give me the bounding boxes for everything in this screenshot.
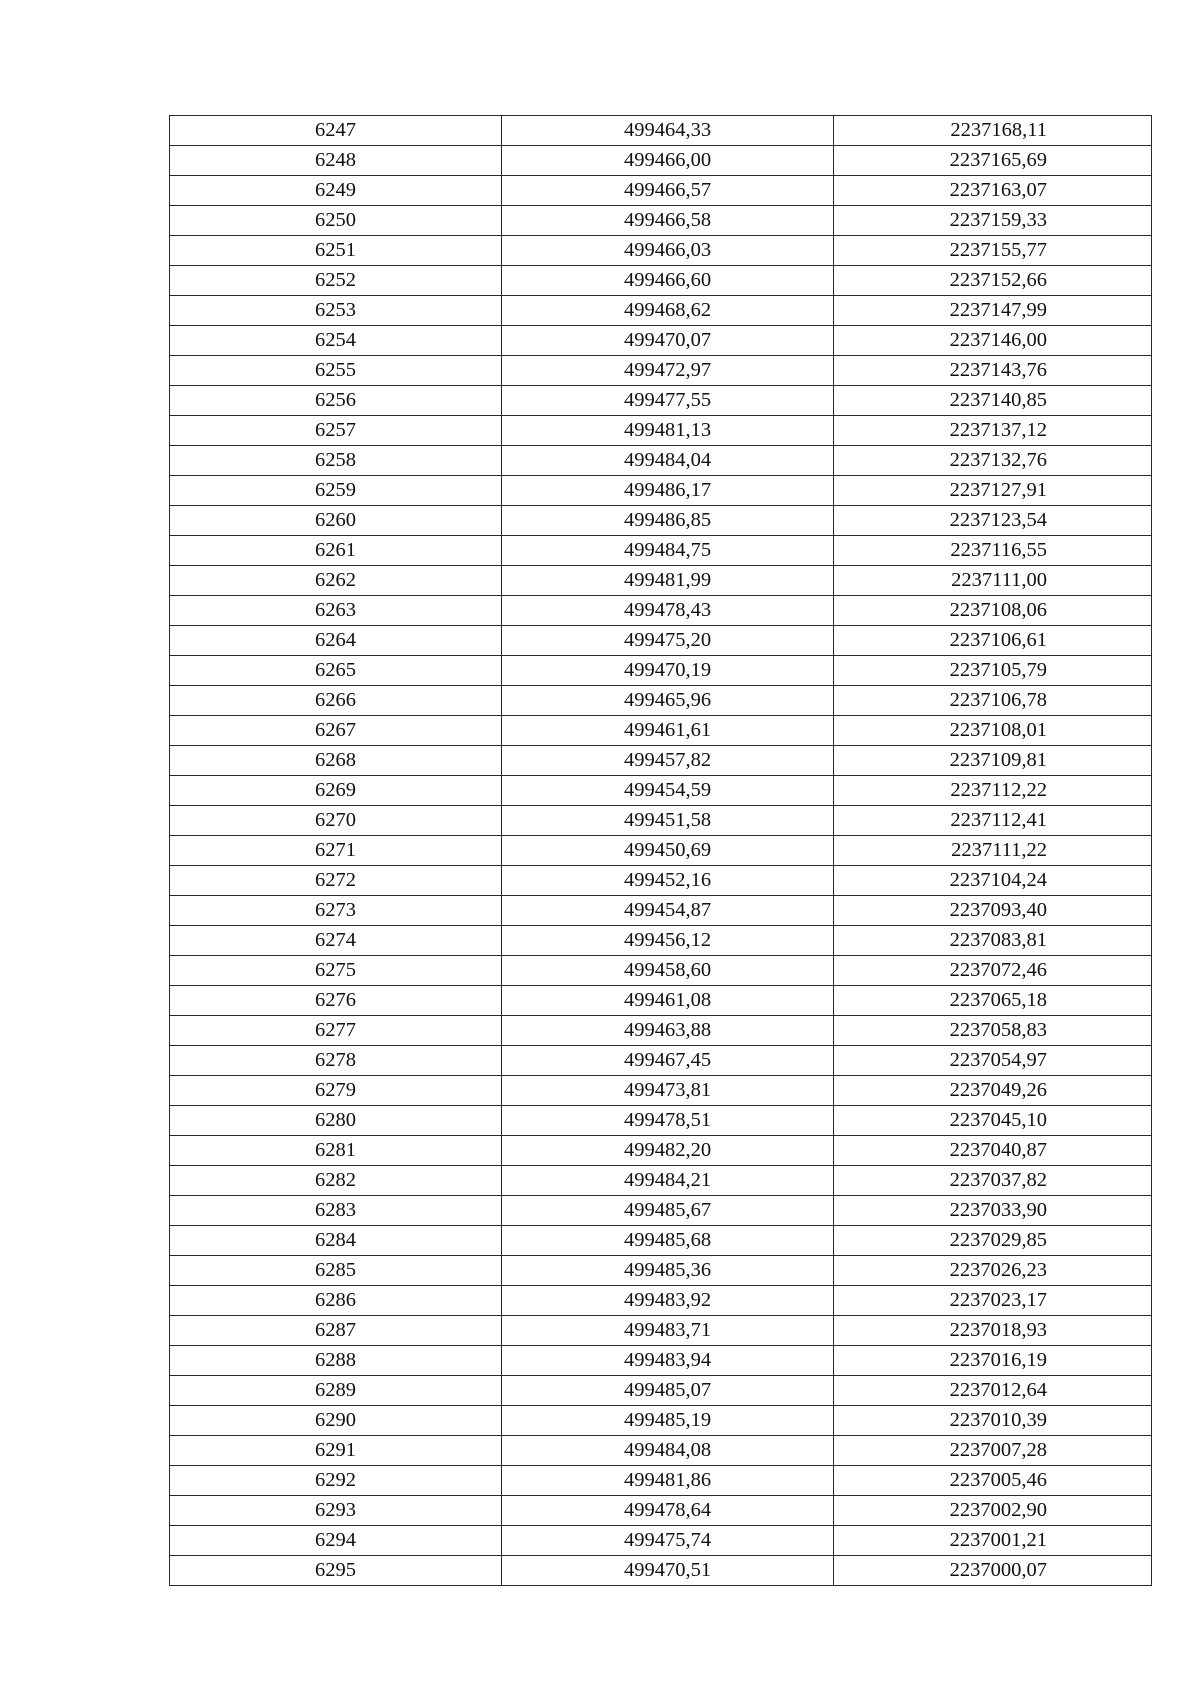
table-row	[170, 926, 1152, 956]
x-coordinate-cell: 499477,55	[502, 386, 834, 416]
point-number-cell: 6294	[170, 1526, 502, 1556]
point-number-cell: 6263	[170, 596, 502, 626]
point-number-cell: 6255	[170, 356, 502, 386]
table-row	[170, 1076, 1152, 1106]
table-row	[170, 1046, 1152, 1076]
x-coordinate-cell: 499454,87	[502, 896, 834, 926]
y-coordinate-cell: 2237005,46	[834, 1466, 1152, 1496]
table-row	[170, 506, 1152, 536]
y-coordinate-cell: 2237106,78	[834, 686, 1152, 716]
table-row	[170, 1226, 1152, 1256]
table-row	[170, 266, 1152, 296]
point-number-cell: 6254	[170, 326, 502, 356]
y-coordinate-cell: 2237029,85	[834, 1226, 1152, 1256]
table-row	[170, 1466, 1152, 1496]
y-coordinate-cell: 2237058,83	[834, 1016, 1152, 1046]
x-coordinate-cell: 499478,51	[502, 1106, 834, 1136]
table-row	[170, 536, 1152, 566]
y-coordinate-cell: 2237111,22	[834, 836, 1152, 866]
x-coordinate-cell: 499470,07	[502, 326, 834, 356]
x-coordinate-cell: 499483,71	[502, 1316, 834, 1346]
table-row	[170, 416, 1152, 446]
x-coordinate-cell: 499485,19	[502, 1406, 834, 1436]
table-row	[170, 1286, 1152, 1316]
point-number-cell: 6283	[170, 1196, 502, 1226]
y-coordinate-cell: 2237018,93	[834, 1316, 1152, 1346]
table-row	[170, 776, 1152, 806]
y-coordinate-cell: 2237137,12	[834, 416, 1152, 446]
x-coordinate-cell: 499484,04	[502, 446, 834, 476]
x-coordinate-cell: 499475,74	[502, 1526, 834, 1556]
y-coordinate-cell: 2237040,87	[834, 1136, 1152, 1166]
x-coordinate-cell: 499481,13	[502, 416, 834, 446]
x-coordinate-cell: 499463,88	[502, 1016, 834, 1046]
table-row	[170, 1496, 1152, 1526]
x-coordinate-cell: 499470,19	[502, 656, 834, 686]
x-coordinate-cell: 499452,16	[502, 866, 834, 896]
point-number-cell: 6267	[170, 716, 502, 746]
point-number-cell: 6272	[170, 866, 502, 896]
y-coordinate-cell: 2237065,18	[834, 986, 1152, 1016]
point-number-cell: 6284	[170, 1226, 502, 1256]
table-row	[170, 1196, 1152, 1226]
y-coordinate-cell: 2237159,33	[834, 206, 1152, 236]
y-coordinate-cell: 2237163,07	[834, 176, 1152, 206]
table-row	[170, 656, 1152, 686]
table-row	[170, 1526, 1152, 1556]
point-number-cell: 6252	[170, 266, 502, 296]
table-row	[170, 1316, 1152, 1346]
y-coordinate-cell: 2237165,69	[834, 146, 1152, 176]
x-coordinate-cell: 499464,33	[502, 116, 834, 146]
table-row	[170, 1256, 1152, 1286]
y-coordinate-cell: 2237001,21	[834, 1526, 1152, 1556]
table-row	[170, 746, 1152, 776]
table-row	[170, 806, 1152, 836]
point-number-cell: 6288	[170, 1346, 502, 1376]
point-number-cell: 6251	[170, 236, 502, 266]
y-coordinate-cell: 2237026,23	[834, 1256, 1152, 1286]
table-row	[170, 1016, 1152, 1046]
table-row	[170, 356, 1152, 386]
table-row	[170, 116, 1152, 146]
point-number-cell: 6270	[170, 806, 502, 836]
x-coordinate-cell: 499478,43	[502, 596, 834, 626]
x-coordinate-cell: 499468,62	[502, 296, 834, 326]
point-number-cell: 6249	[170, 176, 502, 206]
point-number-cell: 6273	[170, 896, 502, 926]
table-row	[170, 1136, 1152, 1166]
x-coordinate-cell: 499485,67	[502, 1196, 834, 1226]
point-number-cell: 6276	[170, 986, 502, 1016]
y-coordinate-cell: 2237147,99	[834, 296, 1152, 326]
x-coordinate-cell: 499457,82	[502, 746, 834, 776]
y-coordinate-cell: 2237104,24	[834, 866, 1152, 896]
point-number-cell: 6253	[170, 296, 502, 326]
y-coordinate-cell: 2237016,19	[834, 1346, 1152, 1376]
point-number-cell: 6295	[170, 1556, 502, 1586]
point-number-cell: 6271	[170, 836, 502, 866]
x-coordinate-cell: 499461,08	[502, 986, 834, 1016]
y-coordinate-cell: 2237007,28	[834, 1436, 1152, 1466]
y-coordinate-cell: 2237093,40	[834, 896, 1152, 926]
y-coordinate-cell: 2237033,90	[834, 1196, 1152, 1226]
table-row	[170, 476, 1152, 506]
x-coordinate-cell: 499466,00	[502, 146, 834, 176]
table-row	[170, 446, 1152, 476]
x-coordinate-cell: 499485,36	[502, 1256, 834, 1286]
table-row	[170, 596, 1152, 626]
point-number-cell: 6289	[170, 1376, 502, 1406]
point-number-cell: 6262	[170, 566, 502, 596]
y-coordinate-cell: 2237023,17	[834, 1286, 1152, 1316]
point-number-cell: 6285	[170, 1256, 502, 1286]
x-coordinate-cell: 499486,17	[502, 476, 834, 506]
point-number-cell: 6257	[170, 416, 502, 446]
x-coordinate-cell: 499472,97	[502, 356, 834, 386]
point-number-cell: 6293	[170, 1496, 502, 1526]
table-row	[170, 296, 1152, 326]
y-coordinate-cell: 2237108,06	[834, 596, 1152, 626]
table-row	[170, 566, 1152, 596]
point-number-cell: 6269	[170, 776, 502, 806]
table-row	[170, 896, 1152, 926]
x-coordinate-cell: 499484,75	[502, 536, 834, 566]
table-row	[170, 716, 1152, 746]
point-number-cell: 6287	[170, 1316, 502, 1346]
x-coordinate-cell: 499486,85	[502, 506, 834, 536]
y-coordinate-cell: 2237037,82	[834, 1166, 1152, 1196]
point-number-cell: 6291	[170, 1436, 502, 1466]
table-row	[170, 1436, 1152, 1466]
table-row	[170, 686, 1152, 716]
x-coordinate-cell: 499466,03	[502, 236, 834, 266]
coordinates-table	[169, 115, 1152, 1586]
y-coordinate-cell: 2237109,81	[834, 746, 1152, 776]
y-coordinate-cell: 2237168,11	[834, 116, 1152, 146]
x-coordinate-cell: 499467,45	[502, 1046, 834, 1076]
x-coordinate-cell: 499470,51	[502, 1556, 834, 1586]
y-coordinate-cell: 2237105,79	[834, 656, 1152, 686]
table-row	[170, 836, 1152, 866]
point-number-cell: 6278	[170, 1046, 502, 1076]
table-row	[170, 986, 1152, 1016]
x-coordinate-cell: 499475,20	[502, 626, 834, 656]
x-coordinate-cell: 499466,57	[502, 176, 834, 206]
table-row	[170, 1406, 1152, 1436]
table-row	[170, 1166, 1152, 1196]
y-coordinate-cell: 2237083,81	[834, 926, 1152, 956]
y-coordinate-cell: 2237000,07	[834, 1556, 1152, 1586]
x-coordinate-cell: 499478,64	[502, 1496, 834, 1526]
table-row	[170, 1346, 1152, 1376]
x-coordinate-cell: 499484,21	[502, 1166, 834, 1196]
y-coordinate-cell: 2237012,64	[834, 1376, 1152, 1406]
x-coordinate-cell: 499481,99	[502, 566, 834, 596]
x-coordinate-cell: 499481,86	[502, 1466, 834, 1496]
y-coordinate-cell: 2237108,01	[834, 716, 1152, 746]
y-coordinate-cell: 2237132,76	[834, 446, 1152, 476]
point-number-cell: 6266	[170, 686, 502, 716]
x-coordinate-cell: 499473,81	[502, 1076, 834, 1106]
y-coordinate-cell: 2237146,00	[834, 326, 1152, 356]
y-coordinate-cell: 2237049,26	[834, 1076, 1152, 1106]
x-coordinate-cell: 499451,58	[502, 806, 834, 836]
point-number-cell: 6265	[170, 656, 502, 686]
point-number-cell: 6258	[170, 446, 502, 476]
y-coordinate-cell: 2237116,55	[834, 536, 1152, 566]
y-coordinate-cell: 2237140,85	[834, 386, 1152, 416]
point-number-cell: 6275	[170, 956, 502, 986]
point-number-cell: 6280	[170, 1106, 502, 1136]
table-row	[170, 956, 1152, 986]
point-number-cell: 6286	[170, 1286, 502, 1316]
y-coordinate-cell: 2237112,22	[834, 776, 1152, 806]
x-coordinate-cell: 499456,12	[502, 926, 834, 956]
point-number-cell: 6260	[170, 506, 502, 536]
table-row	[170, 1556, 1152, 1586]
point-number-cell: 6277	[170, 1016, 502, 1046]
y-coordinate-cell: 2237112,41	[834, 806, 1152, 836]
x-coordinate-cell: 499485,07	[502, 1376, 834, 1406]
point-number-cell: 6247	[170, 116, 502, 146]
x-coordinate-cell: 499483,94	[502, 1346, 834, 1376]
table-row	[170, 626, 1152, 656]
y-coordinate-cell: 2237072,46	[834, 956, 1152, 986]
coordinates-table-body	[170, 116, 1152, 1586]
table-row	[170, 236, 1152, 266]
x-coordinate-cell: 499461,61	[502, 716, 834, 746]
point-number-cell: 6282	[170, 1166, 502, 1196]
point-number-cell: 6259	[170, 476, 502, 506]
x-coordinate-cell: 499465,96	[502, 686, 834, 716]
x-coordinate-cell: 499482,20	[502, 1136, 834, 1166]
point-number-cell: 6256	[170, 386, 502, 416]
y-coordinate-cell: 2237045,10	[834, 1106, 1152, 1136]
table-row	[170, 386, 1152, 416]
table-row	[170, 1376, 1152, 1406]
table-row	[170, 146, 1152, 176]
table-row	[170, 1106, 1152, 1136]
x-coordinate-cell: 499485,68	[502, 1226, 834, 1256]
point-number-cell: 6279	[170, 1076, 502, 1106]
point-number-cell: 6290	[170, 1406, 502, 1436]
y-coordinate-cell: 2237002,90	[834, 1496, 1152, 1526]
y-coordinate-cell: 2237127,91	[834, 476, 1152, 506]
table-row	[170, 326, 1152, 356]
y-coordinate-cell: 2237106,61	[834, 626, 1152, 656]
point-number-cell: 6261	[170, 536, 502, 566]
point-number-cell: 6274	[170, 926, 502, 956]
table-row	[170, 206, 1152, 236]
x-coordinate-cell: 499466,58	[502, 206, 834, 236]
x-coordinate-cell: 499458,60	[502, 956, 834, 986]
y-coordinate-cell: 2237123,54	[834, 506, 1152, 536]
x-coordinate-cell: 499483,92	[502, 1286, 834, 1316]
y-coordinate-cell: 2237143,76	[834, 356, 1152, 386]
x-coordinate-cell: 499466,60	[502, 266, 834, 296]
x-coordinate-cell: 499454,59	[502, 776, 834, 806]
x-coordinate-cell: 499450,69	[502, 836, 834, 866]
point-number-cell: 6268	[170, 746, 502, 776]
table-row	[170, 176, 1152, 206]
x-coordinate-cell: 499484,08	[502, 1436, 834, 1466]
point-number-cell: 6250	[170, 206, 502, 236]
y-coordinate-cell: 2237054,97	[834, 1046, 1152, 1076]
y-coordinate-cell: 2237155,77	[834, 236, 1152, 266]
point-number-cell: 6281	[170, 1136, 502, 1166]
point-number-cell: 6292	[170, 1466, 502, 1496]
point-number-cell: 6248	[170, 146, 502, 176]
y-coordinate-cell: 2237010,39	[834, 1406, 1152, 1436]
y-coordinate-cell: 2237111,00	[834, 566, 1152, 596]
point-number-cell: 6264	[170, 626, 502, 656]
table-row	[170, 866, 1152, 896]
y-coordinate-cell: 2237152,66	[834, 266, 1152, 296]
